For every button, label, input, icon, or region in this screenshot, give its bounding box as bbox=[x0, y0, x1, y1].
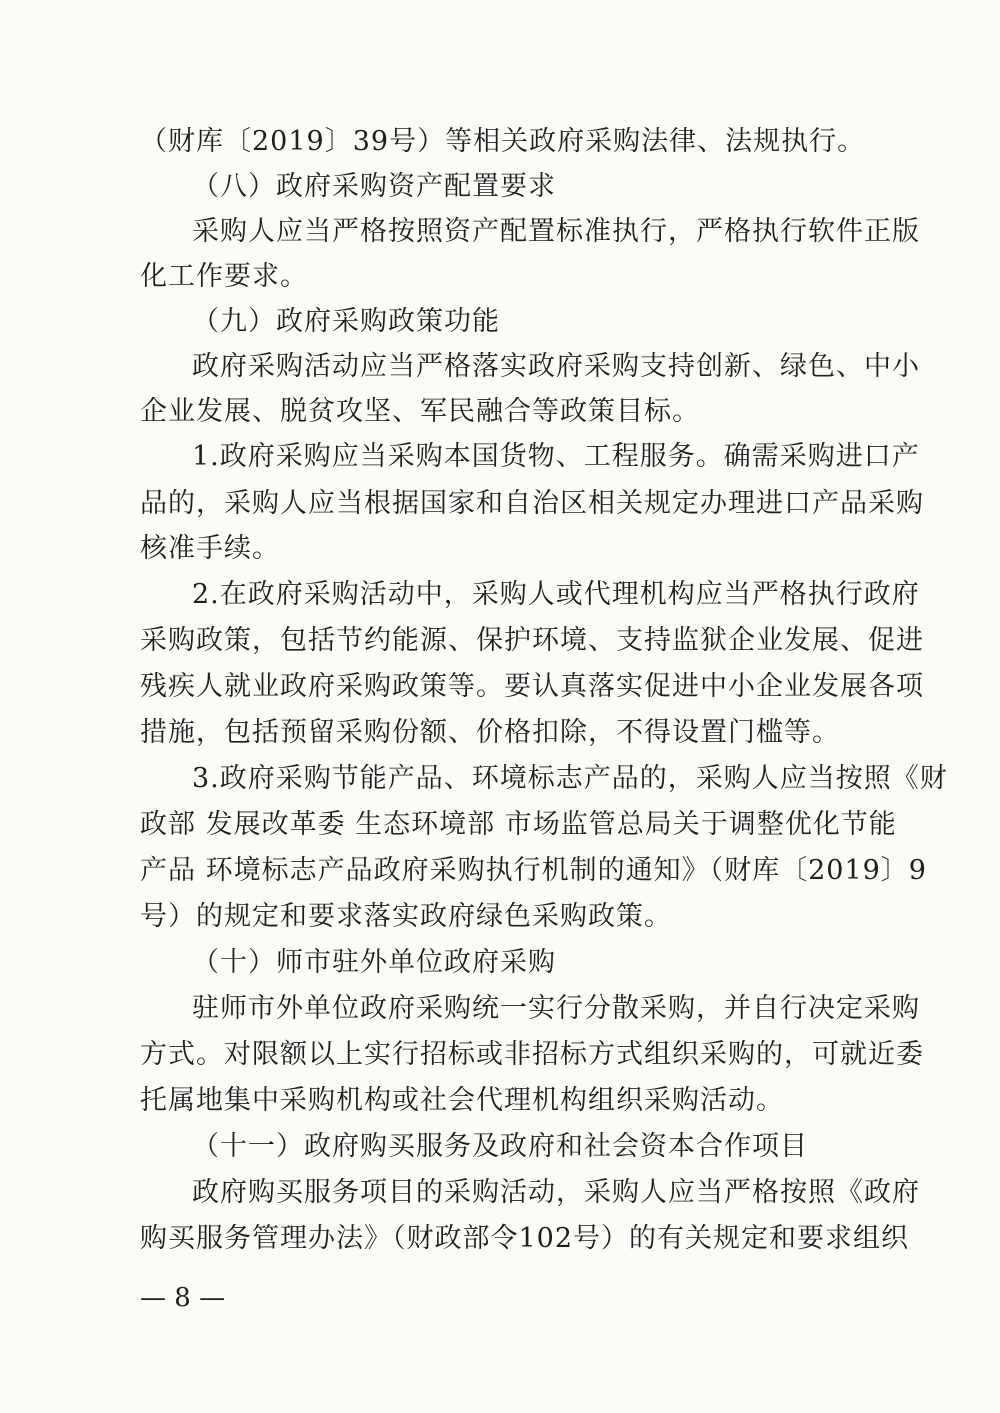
text-line: 3.政府采购节能产品、环境标志产品的，采购人应当按照《财 bbox=[192, 763, 948, 794]
text-line: （财库〔2019〕39号）等相关政府采购法律、法规执行。 bbox=[140, 126, 866, 157]
text-line: 购买服务管理办法》（财政部令102号）的有关规定和要求组织 bbox=[140, 1223, 910, 1254]
text-line: 政部 发展改革委 生态环境部 市场监管总局关于调整优化节能 bbox=[140, 809, 897, 840]
text-line: 企业发展、脱贫攻坚、军民融合等政策目标。 bbox=[140, 396, 700, 427]
section-heading-9: （九）政府采购政策功能 bbox=[192, 306, 500, 337]
text-line: 1.政府采购应当采购本国货物、工程服务。确需采购进口产 bbox=[192, 441, 920, 472]
text-line: 措施，包括预留采购份额、价格扣除，不得设置门槛等。 bbox=[140, 717, 840, 748]
text-line: 残疾人就业政府采购政策等。要认真落实促进中小企业发展各项 bbox=[140, 671, 924, 702]
section-heading-11: （十一）政府购买服务及政府和社会资本合作项目 bbox=[192, 1131, 808, 1162]
text-line: 托属地集中采购机构或社会代理机构组织采购活动。 bbox=[140, 1085, 784, 1116]
text-line: 2.在政府采购活动中，采购人或代理机构应当严格执行政府 bbox=[192, 579, 920, 610]
text-line: 驻师市外单位政府采购统一实行分散采购，并自行决定采购 bbox=[192, 993, 920, 1024]
page-number: — 8 — bbox=[140, 1283, 226, 1313]
text-line: 政府采购活动应当严格落实政府采购支持创新、绿色、中小 bbox=[192, 351, 920, 382]
text-line: 号）的规定和要求落实政府绿色采购政策。 bbox=[140, 901, 672, 932]
text-line: 采购政策，包括节约能源、保护环境、支持监狱企业发展、促进 bbox=[140, 625, 924, 656]
text-line: 核准手续。 bbox=[140, 533, 280, 564]
text-line: 政府购买服务项目的采购活动，采购人应当严格按照《政府 bbox=[192, 1177, 920, 1208]
text-line: 产品 环境标志产品政府采购执行机制的通知》（财库〔2019〕9 bbox=[140, 855, 927, 886]
text-line: 采购人应当严格按照资产配置标准执行，严格执行软件正版 bbox=[192, 216, 920, 247]
text-line: 化工作要求。 bbox=[140, 261, 308, 292]
text-line: 方式。对限额以上实行招标或非招标方式组织采购的，可就近委 bbox=[140, 1039, 924, 1070]
section-heading-8: （八）政府采购资产配置要求 bbox=[192, 171, 556, 202]
text-line: 品的，采购人应当根据国家和自治区相关规定办理进口产品采购 bbox=[140, 488, 924, 519]
section-heading-10: （十）师市驻外单位政府采购 bbox=[192, 947, 556, 978]
